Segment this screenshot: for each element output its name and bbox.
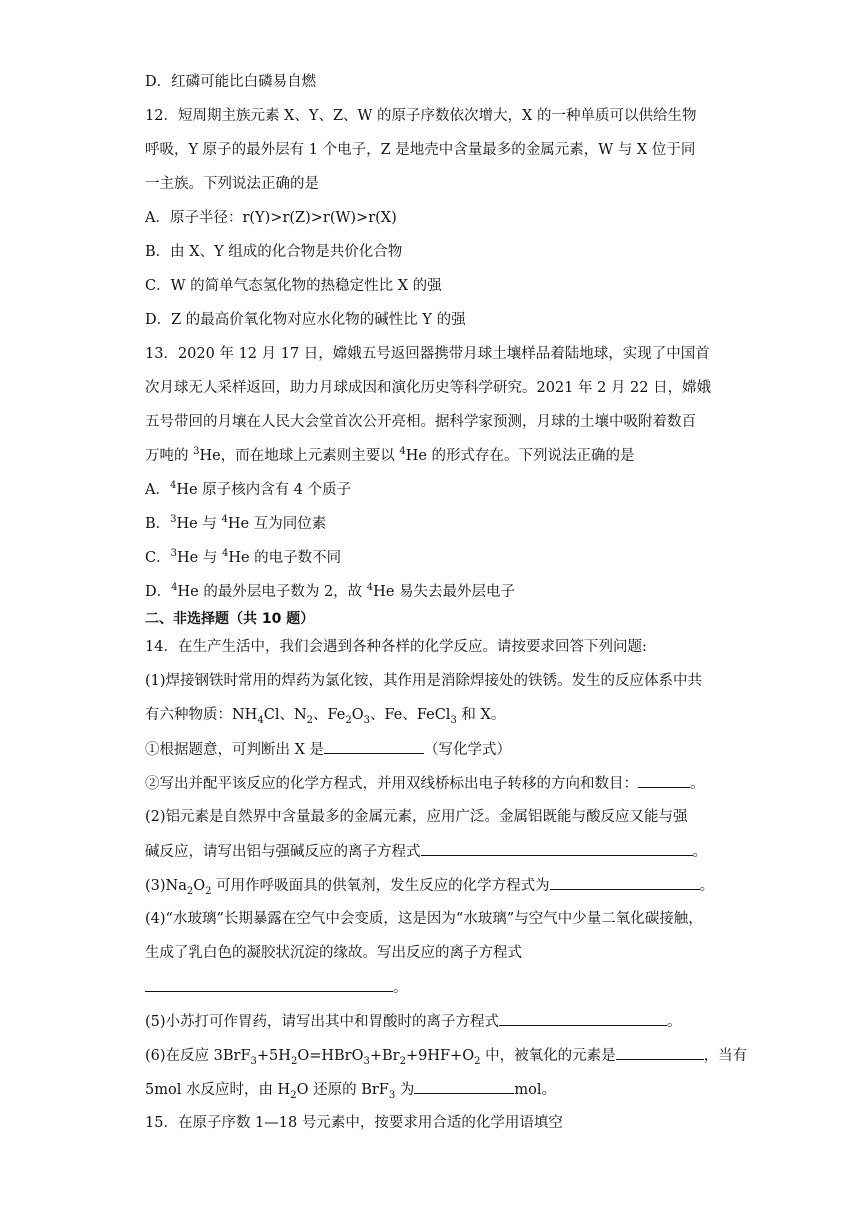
answer-blank-brf3-amount[interactable] [414,1079,514,1094]
q14-part4-line-1: (4)“水玻璃”长期暴露在空气中会变质，这是因为“水玻璃”与空气中少量二氧化碳接触， [145,911,703,927]
q14-part1-subq-1: ①根据题意，可判断出 X 是 （写化学式） [145,739,511,760]
q13-stem-line-3: 五号带回的月壤在人民大会堂首次公开亮相。据科学家预测，月球的土壤中吸附着数百 [145,414,696,430]
q12-option-d: D．Z 的最高价氧化物对应水化物的碱性比 Y 的强 [145,312,466,328]
q12-stem-line-2: 呼吸，Y 原子的最外层有 1 个电子，Z 是地壳中含量最多的金属元素，W 与 X 位于同 [145,142,696,158]
q13-stem-line-2: 次月球无人采样返回，助力月球成因和演化历史等科学研究。2021 年 2 月 22 日，嫦娥 [145,380,712,396]
q14-part3: $(3)Na_2O_2$ 可用作呼吸面具的供氧剂，发生反应的化学方程式为 。 [145,875,714,896]
q12-stem-line-3: 一主族。下列说法正确的是 [145,176,319,192]
answer-blank-equation[interactable] [638,773,690,788]
q12-option-b: B．由 X、Y 组成的化合物是共价化合物 [145,244,403,260]
q15-stem: 15．在原子序数 1—18 号元素中，按要求用合适的化学用语填空 [145,1115,563,1131]
q14-part1-line-1: (1)焊接钢铁时常用的焊药为氯化铵，其作用是消除焊接处的铁锈。发生的反应体系中共 [145,673,703,689]
q12-option-c: C．W 的简单气态氢化物的热稳定性比 X 的强 [145,278,442,294]
q13-stem-line-4: 万吨的 $^3$He，而在地球上元素则主要以 $^4$He 的形式存在。下列说法正确的是 [145,446,635,464]
q14-part2-line-2: 碱反应，请写出铝与强碱反应的离子方程式 。 [145,841,707,862]
answer-blank-x[interactable] [324,739,424,754]
q14-part2-line-1: (2)铝元素是自然界中含量最多的金属元素，应用广泛。金属铝既能与酸反应又能与强 [145,809,688,825]
q14-part1-line-2: 有六种物质：$NH_4Cl$、$N_2$、$Fe_2O_3$、Fe、FeCl$_3$ 和 X。 [145,707,506,726]
q14-part6-line-1: (6)在反应 $3BrF_3+5H_2O=HBrO_3+Br_2+9HF+O_2$ 中，被氧化的元素是 ，当有 [145,1045,747,1066]
q12-stem-line-1: 12．短周期主族元素 X、Y、Z、W 的原子序数依次增大，X 的一种单质可以供给生物 [145,108,697,124]
q11-option-d: D．红磷可能比白磷易自燃 [145,74,317,90]
q14-stem: 14．在生产生活中，我们会遇到各种各样的化学反应。请按要求回答下列问题: [145,639,647,655]
section-heading: 二、非选择题（共 10 题） [145,611,315,627]
q13-option-b: B．$^3$He 与 $^4$He 互为同位素 [145,514,327,532]
q14-part4-line-3: 。 [145,977,408,998]
q14-part4-line-2: 生成了乳白色的凝胶状沉淀的缘故。写出反应的离子方程式 [145,945,522,961]
q12-option-a: A．原子半径：r(Y)>r(Z)>r(W)>r(X) [145,210,397,226]
answer-blank-baking-soda[interactable] [499,1011,667,1026]
answer-blank-water-glass[interactable] [145,977,393,992]
q14-part1-subq-2: ②写出并配平该反应的化学方程式，并用双线桥标出电子转移的方向和数目： 。 [145,773,705,794]
q13-option-d: D．$^4$He 的最外层电子数为 2，故 $^4$He 易失去最外层电子 [145,582,516,600]
q13-stem-line-1: 13．2020 年 12 月 17 日，嫦娥五号返回器携带月球土壤样品着陆地球，实现了中国首 [145,346,710,362]
q14-part6-line-2: 5mol 水反应时，由 $H_2O$ 还原的 BrF$_3$ 为 mol。 [145,1079,556,1100]
q13-option-a: A．$^4$He 原子核内含有 4 个质子 [145,480,352,498]
q13-option-c: C．$^3$He 与 $^4$He 的电子数不同 [145,548,342,566]
answer-blank-na2o2[interactable] [550,875,700,890]
answer-blank-oxidized-element[interactable] [616,1045,704,1060]
q14-part5: (5)小苏打可作胃药，请写出其中和胃酸时的离子方程式 。 [145,1011,682,1032]
answer-blank-al-ionic[interactable] [421,841,693,856]
